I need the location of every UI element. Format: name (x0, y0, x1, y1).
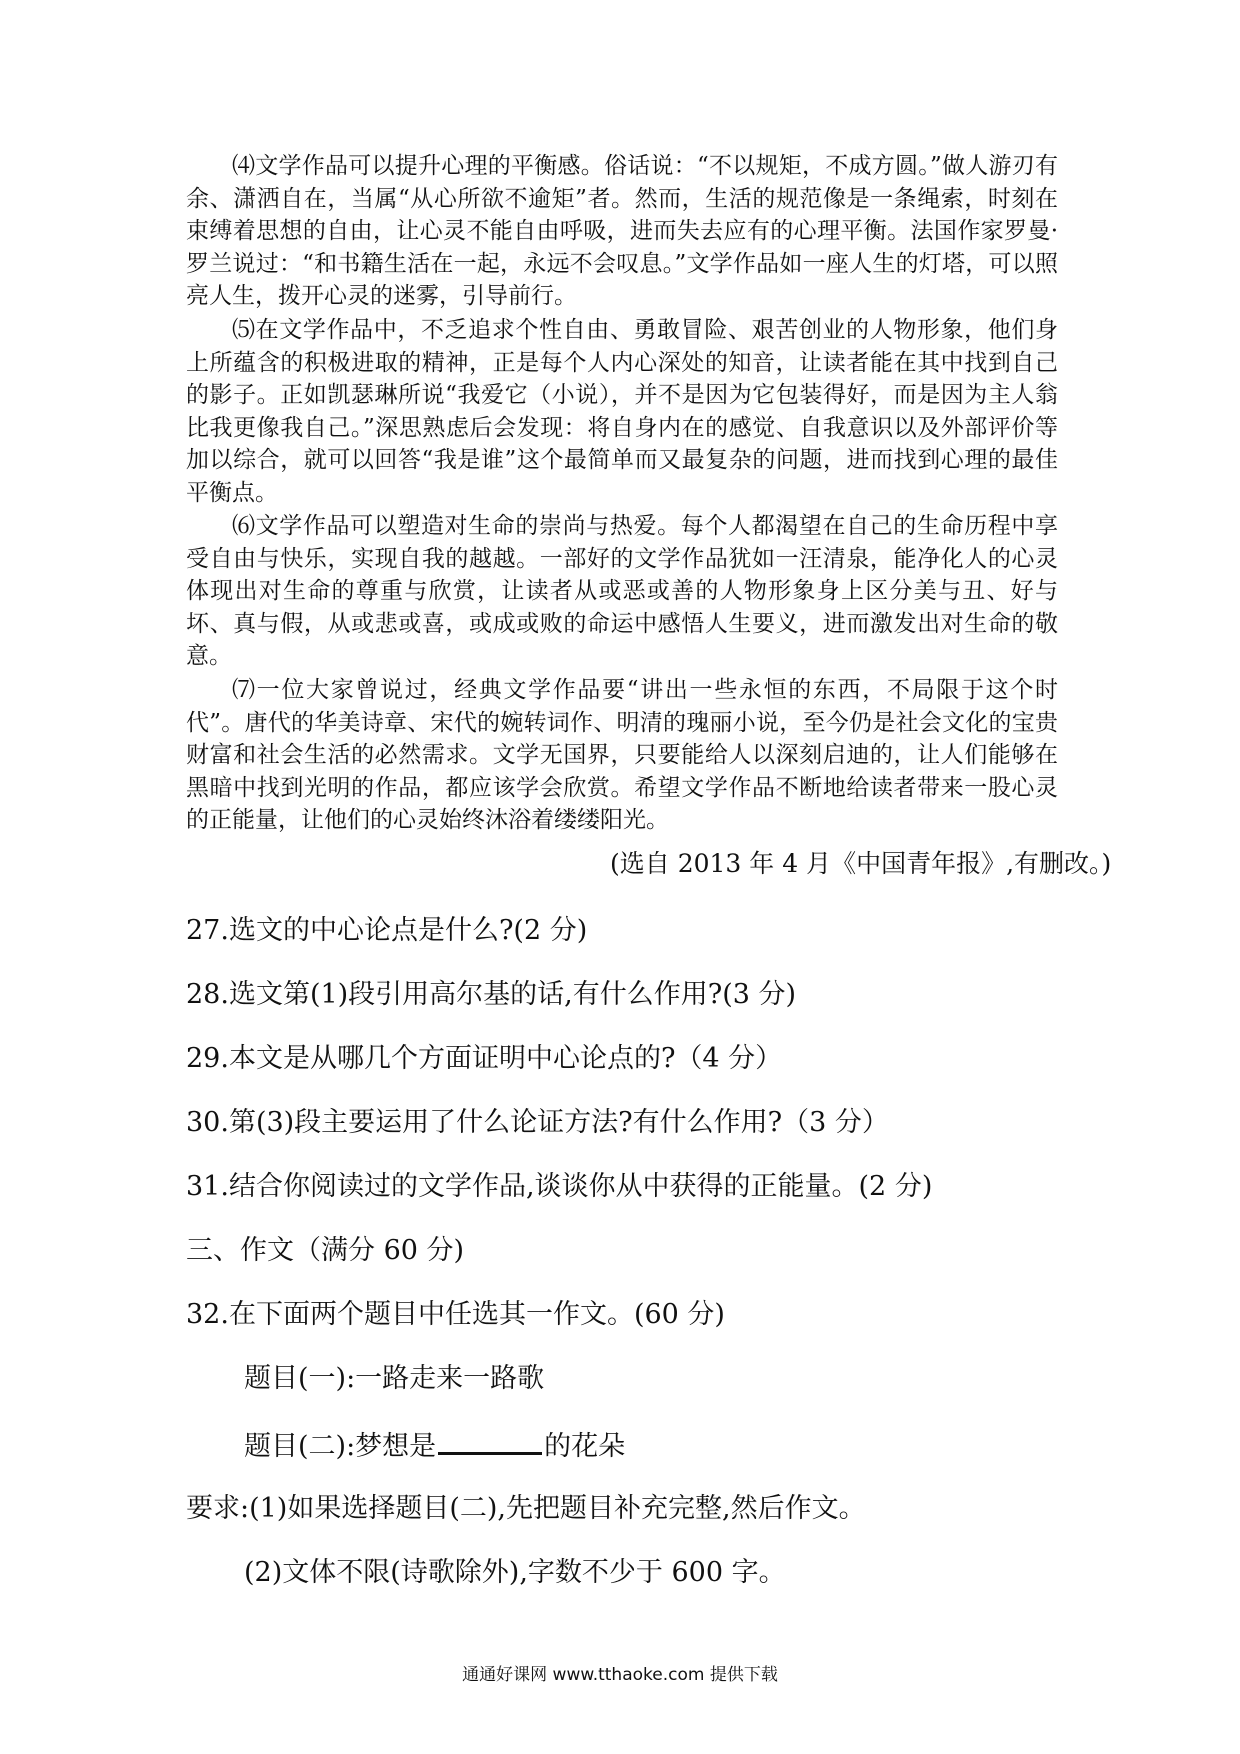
essay-requirement-1: 要求:(1)如果选择题目(二),先把题目补充完整,然后作文。 (186, 1493, 866, 1524)
paragraph-4: ⑷文学作品可以提升心理的平衡感。俗话说：“不以规矩，不成方圆。”做人游刃有余、潇洒自在，当属“从心所欲不逾矩”者。然而，生活的规范像是一条绳索，时刻在束缚着思想的自由，让心灵不能自由呼吸，进而失去应有的心理平衡。法国作家罗曼·罗兰说过：“和书籍生活在一起，永远不会叹息。”文学作品如一座人生的灯塔，可以照亮人生，拨开心灵的迷雾，引导前行。 (186, 153, 1058, 310)
question-30: 30.第(3)段主要运用了什么论证方法?有什么作用?（3 分） (186, 1107, 889, 1138)
question-28: 28.选文第(1)段引用高尔基的话,有什么作用?(3 分) (186, 979, 797, 1010)
question-27: 27.选文的中心论点是什么?(2 分) (186, 915, 588, 946)
essay-topic-2-prefix: 题目(二):梦想是 (244, 1431, 437, 1462)
fill-in-blank (438, 1426, 542, 1455)
essay-requirement-2: (2)文体不限(诗歌除外),字数不少于 600 字。 (244, 1557, 786, 1588)
essay-topic-2 (244, 1426, 625, 1464)
essay-topic-2-suffix: 的花朵 (544, 1431, 626, 1462)
question-32: 32.在下面两个题目中任选其一作文。(60 分) (186, 1299, 725, 1330)
page-footer: 通通好课网 www.tthaoke.com 提供下载 (462, 1665, 778, 1685)
question-29: 29.本文是从哪几个方面证明中心论点的?（4 分） (186, 1043, 783, 1074)
question-31: 31.结合你阅读过的文学作品,谈谈你从中获得的正能量。(2 分) (186, 1171, 933, 1202)
paragraph-5: ⑸在文学作品中，不乏追求个性自由、勇敢冒险、艰苦创业的人物形象，他们身上所蕴含的积极进取的精神，正是每个人内心深处的知音，让读者能在其中找到自己的影子。正如凯瑟琳所说“我爱它（小说），并不是因为它包装得好，而是因为主人翁比我更像我自己。”深思熟虑后会发现：将自身内在的感觉、自我意识以及外部评价等加以综合，就可以回答“我是谁”这个最简单而又最复杂的问题，进而找到心理的最佳平衡点。 (186, 317, 1058, 506)
paragraph-6: ⑹文学作品可以塑造对生命的崇尚与热爱。每个人都渴望在自己的生命历程中享受自由与快乐，实现自我的越越。一部好的文学作品犹如一汪清泉，能净化人的心灵体现出对生命的尊重与欣赏，让读者从或恶或善的人物形象身上区分美与丑、好与坏、真与假，从或悲或喜，或成或败的命运中感悟人生要义，进而激发出对生命的敬意。 (186, 513, 1058, 670)
essay-topic-1: 题目(一):一路走来一路歌 (244, 1363, 545, 1394)
essay-section-heading: 三、作文（满分 60 分) (186, 1235, 465, 1266)
paragraph-7: ⑺一位大家曾说过，经典文学作品要“讲出一些永恒的东西，不局限于这个时代”。唐代的华美诗章、宋代的婉转词作、明清的瑰丽小说，至今仍是社会文化的宝贵财富和社会生活的必然需求。文学无国界，只要能给人以深刻启迪的，让人们能够在黑暗中找到光明的作品，都应该学会欣赏。希望文学作品不断地给读者带来一股心灵的正能量，让他们的心灵始终沐浴着缕缕阳光。 (186, 677, 1058, 834)
source-citation: (选自 2013 年 4 月《中国青年报》,有删改。) (610, 849, 1112, 878)
